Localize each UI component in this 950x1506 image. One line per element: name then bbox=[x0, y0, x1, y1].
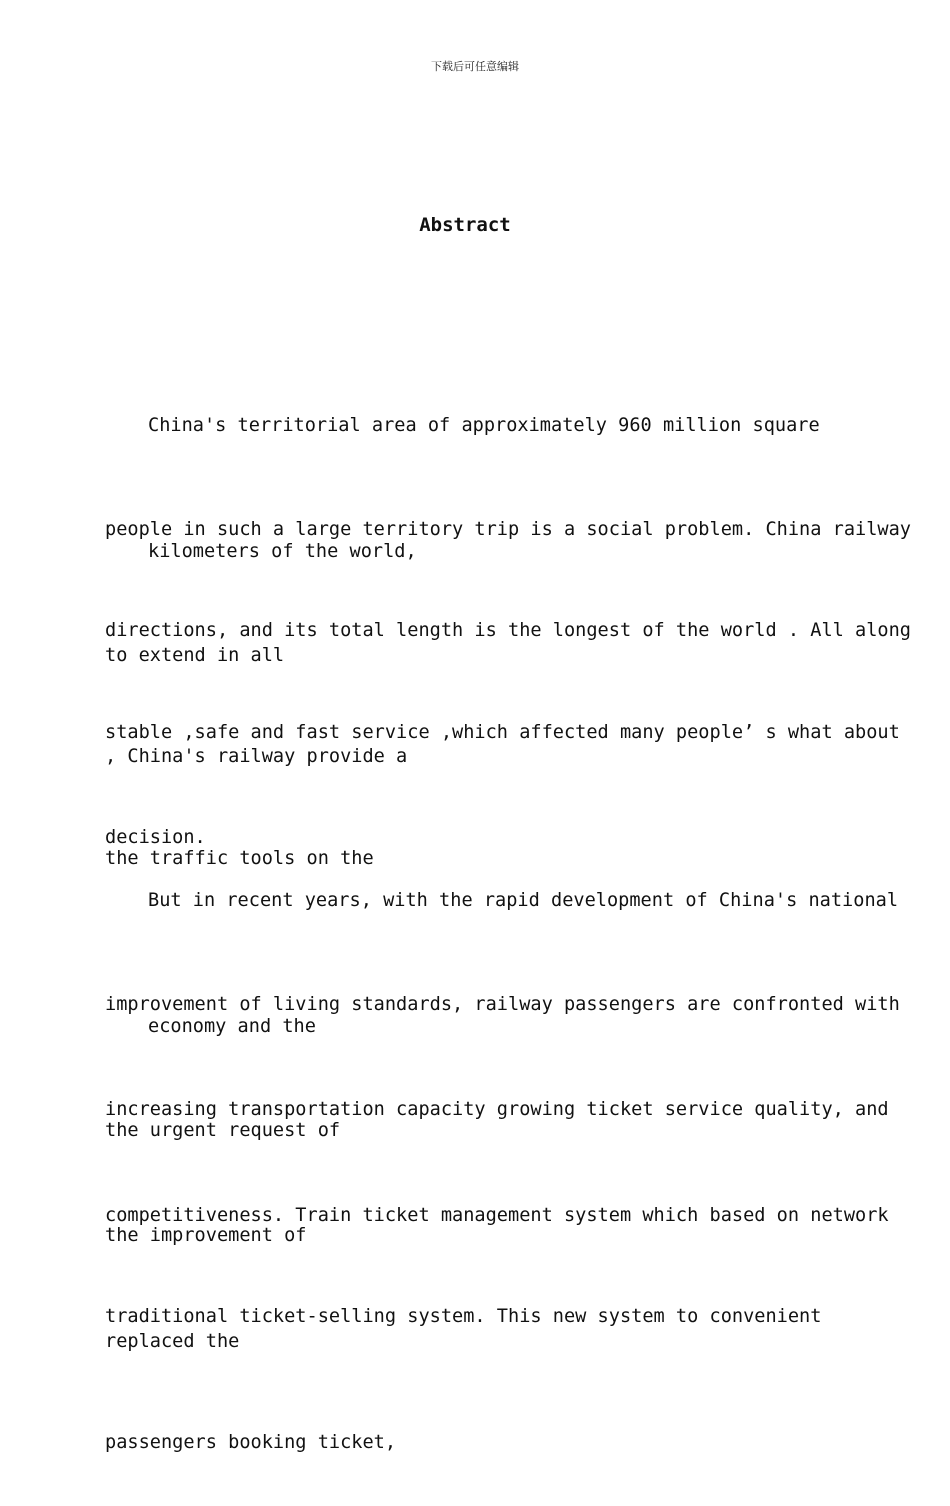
paragraph-line: China's territorial area of approximately 960 million square bbox=[148, 415, 820, 436]
paragraph-line: replaced the bbox=[105, 1331, 240, 1352]
paragraph-line: increasing transportation capacity growing ticket service quality, and bbox=[105, 1099, 889, 1120]
paragraph-line: improvement of living standards, railway passengers are confronted with bbox=[105, 994, 900, 1015]
paragraph-line: to extend in all bbox=[105, 645, 285, 666]
paragraph-line: decision. bbox=[105, 827, 206, 848]
paragraph-line: passengers booking ticket, bbox=[105, 1432, 397, 1453]
paragraph-line: people in such a large territory trip is a social problem. China railway bbox=[105, 519, 911, 540]
paragraph-line: the improvement of bbox=[105, 1225, 307, 1246]
document-title: Abstract bbox=[419, 214, 511, 236]
paragraph-line: traditional ticket-selling system. This new system to convenient bbox=[105, 1306, 822, 1327]
paragraph bbox=[105, 1212, 945, 1506]
paragraph-line: stable ,safe and fast service ,which affected many people’ s what about bbox=[105, 722, 900, 743]
page-header: 下载后可任意编辑 bbox=[431, 60, 519, 73]
paragraph-line: the traffic tools on the bbox=[105, 848, 374, 869]
paragraph-line: the urgent request of bbox=[105, 1120, 341, 1141]
paragraph-line: competitiveness. Train ticket management system which based on network bbox=[105, 1205, 889, 1226]
paragraph-line: , China's railway provide a bbox=[105, 746, 408, 767]
paragraph-line: But in recent years, with the rapid development of China's national bbox=[148, 890, 899, 911]
paragraph-line: kilometers of the world, bbox=[148, 541, 417, 562]
paragraph-line: economy and the bbox=[148, 1016, 316, 1037]
paragraph-line: directions, and its total length is the longest of the world . All along bbox=[105, 620, 911, 641]
